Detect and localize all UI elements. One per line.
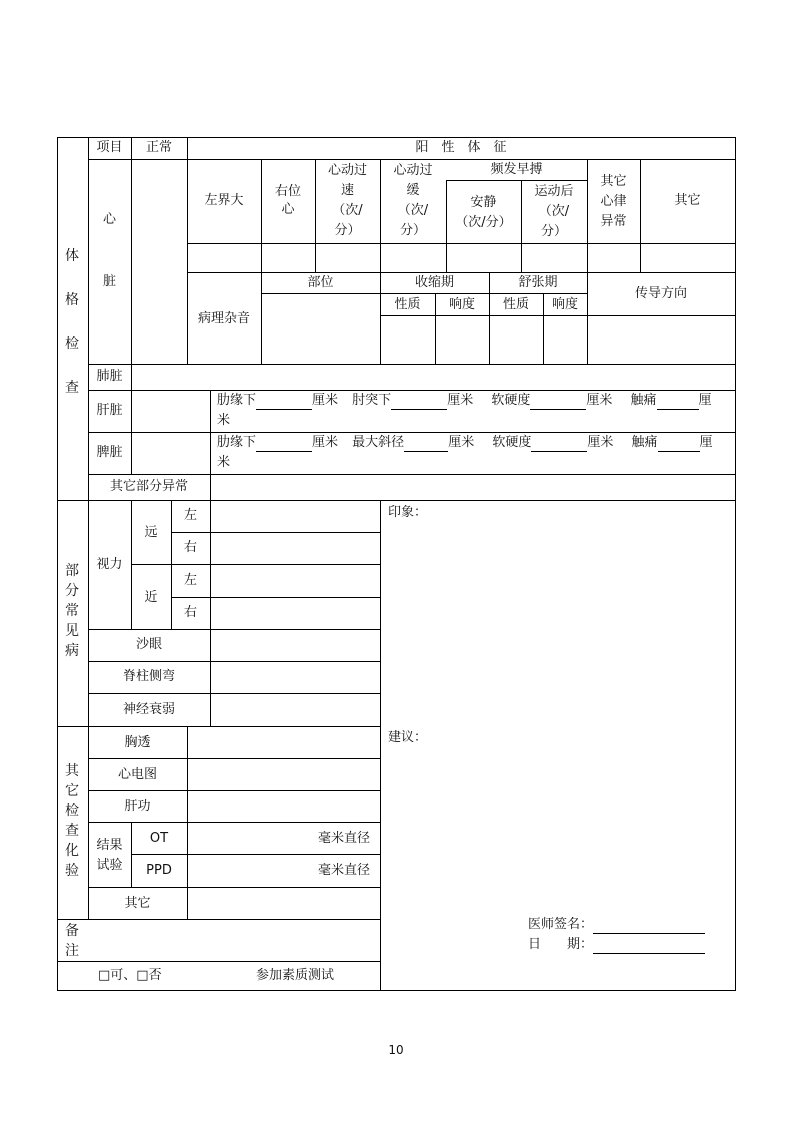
liver-rib-input[interactable] — [256, 396, 312, 410]
right-heart: 右位 心 — [274, 184, 301, 217]
impression-label: 印象： — [388, 505, 428, 520]
impression-field[interactable] — [381, 522, 735, 722]
header-item: 项目 — [96, 140, 123, 155]
spleen-rib-input[interactable] — [256, 438, 312, 452]
spleen-line-2: 米 — [217, 455, 231, 470]
ot-label: OT — [149, 831, 169, 846]
ecg-field[interactable] — [188, 759, 380, 790]
liver-label: 肝脏 — [96, 403, 123, 418]
systolic-loudness: 响度 — [448, 297, 475, 312]
spleen-label: 脾脏 — [96, 445, 123, 460]
pathological-murmur: 病理杂音 — [197, 311, 250, 326]
lung-label: 肺脏 — [96, 369, 123, 384]
other-exam-label: 其它 — [124, 896, 151, 911]
neurasthenia-field[interactable] — [211, 694, 380, 726]
header-normal: 正常 — [145, 140, 172, 155]
vision-near-left: 左 — [183, 573, 197, 588]
chest-xray-label: 胸透 — [124, 735, 151, 750]
header-positive-signs: 阳 性 体 征 — [415, 140, 507, 155]
liver-function-label: 肝功 — [124, 799, 151, 814]
ppd-field[interactable] — [188, 855, 313, 887]
vision-far-left-field[interactable] — [211, 501, 380, 532]
doctor-signature-input[interactable] — [593, 920, 705, 934]
vision-far: 远 — [144, 525, 158, 540]
advice-field[interactable] — [381, 748, 735, 908]
premature-rest: 安静 （次/分） — [455, 195, 512, 230]
vision-near-left-field[interactable] — [211, 565, 380, 597]
other-arrhythmia: 其它 心律 异常 — [600, 174, 627, 229]
premature-beats: 频发早搏 — [490, 162, 543, 177]
heart-label-top: 心 — [102, 212, 116, 227]
liver-line-1: 肋缘下 厘米 肘突下 厘米 软硬度 厘米 触痛 厘 — [217, 393, 712, 408]
other-abnormal-label: 其它部分异常 — [109, 479, 188, 494]
chest-xray-field[interactable] — [188, 727, 380, 758]
ppd-unit: 毫米直径 — [318, 863, 371, 878]
liver-xiphoid-input[interactable] — [391, 396, 447, 410]
section-remarks: 备 注 — [65, 923, 79, 959]
diastolic-nature: 性质 — [502, 297, 529, 312]
systolic: 收缩期 — [414, 275, 454, 290]
spleen-diag-input[interactable] — [404, 438, 448, 452]
conduction-direction: 传导方向 — [634, 286, 687, 301]
liver-normal-field[interactable] — [132, 391, 210, 432]
date-input[interactable] — [593, 940, 705, 954]
remarks-field[interactable] — [89, 920, 380, 961]
vision-far-right-field[interactable] — [211, 533, 380, 564]
scoliosis-label: 脊柱侧弯 — [122, 669, 175, 684]
systolic-nature: 性质 — [394, 297, 421, 312]
vision-far-left: 左 — [183, 508, 197, 523]
bradycardia: 心动过 缓 （次/ 分） — [393, 163, 433, 238]
spleen-hardness-input[interactable] — [531, 438, 587, 452]
lung-field[interactable] — [132, 365, 735, 390]
doctor-signature-row: 医师签名： — [528, 916, 705, 934]
liver-line-2: 米 — [217, 413, 231, 428]
murmur-position: 部位 — [307, 275, 334, 290]
vision-far-right: 右 — [183, 540, 197, 555]
ppd-label: PPD — [146, 863, 172, 878]
heart-label-bottom: 脏 — [102, 274, 116, 289]
ot-unit: 毫米直径 — [318, 831, 371, 846]
vision-near-right: 右 — [183, 605, 197, 620]
tb-test-label: 结果 试验 — [96, 838, 123, 873]
ot-field[interactable] — [188, 823, 313, 854]
advice-label: 建议： — [388, 730, 428, 745]
diastolic-loudness: 响度 — [551, 297, 578, 312]
allow-checkboxes[interactable]: □可、□否 — [98, 968, 162, 983]
heart-other: 其它 — [674, 193, 701, 208]
neurasthenia-label: 神经衰弱 — [122, 702, 175, 717]
trachoma-label: 沙眼 — [135, 637, 162, 652]
other-abnormal-field[interactable] — [211, 475, 735, 500]
vision-near-right-field[interactable] — [211, 598, 380, 629]
page-number: 10 — [388, 1043, 404, 1057]
vision-label: 视力 — [96, 557, 123, 572]
scoliosis-field[interactable] — [211, 662, 380, 693]
date-row: 日 期： — [528, 936, 705, 954]
spleen-line-1: 肋缘下 厘米 最大斜径 厘米 软硬度 厘米 触痛 厘 — [217, 435, 713, 450]
tachycardia: 心动过 速 （次/ 分） — [327, 163, 367, 238]
trachoma-field[interactable] — [211, 630, 380, 661]
diastolic: 舒张期 — [518, 275, 558, 290]
premature-after-exercise: 运动后 （次/ 分） — [534, 184, 574, 239]
liver-hardness-input[interactable] — [530, 396, 586, 410]
spleen-tender-input[interactable] — [658, 438, 700, 452]
liver-tender-input[interactable] — [657, 396, 699, 410]
other-exam-field[interactable] — [188, 888, 380, 919]
spleen-normal-field[interactable] — [132, 433, 210, 474]
section-physical-exam: 体 格 检 查 — [65, 248, 79, 396]
ecg-label: 心电图 — [117, 767, 157, 782]
liver-function-field[interactable] — [188, 791, 380, 822]
fitness-test-label: 参加素质测试 — [256, 968, 335, 983]
section-other-exams: 其 它 检 查 化 验 — [65, 763, 79, 879]
left-border-large: 左界大 — [204, 193, 244, 208]
section-common-diseases: 部 分 常 见 病 — [65, 563, 79, 659]
vision-near: 近 — [144, 590, 158, 605]
